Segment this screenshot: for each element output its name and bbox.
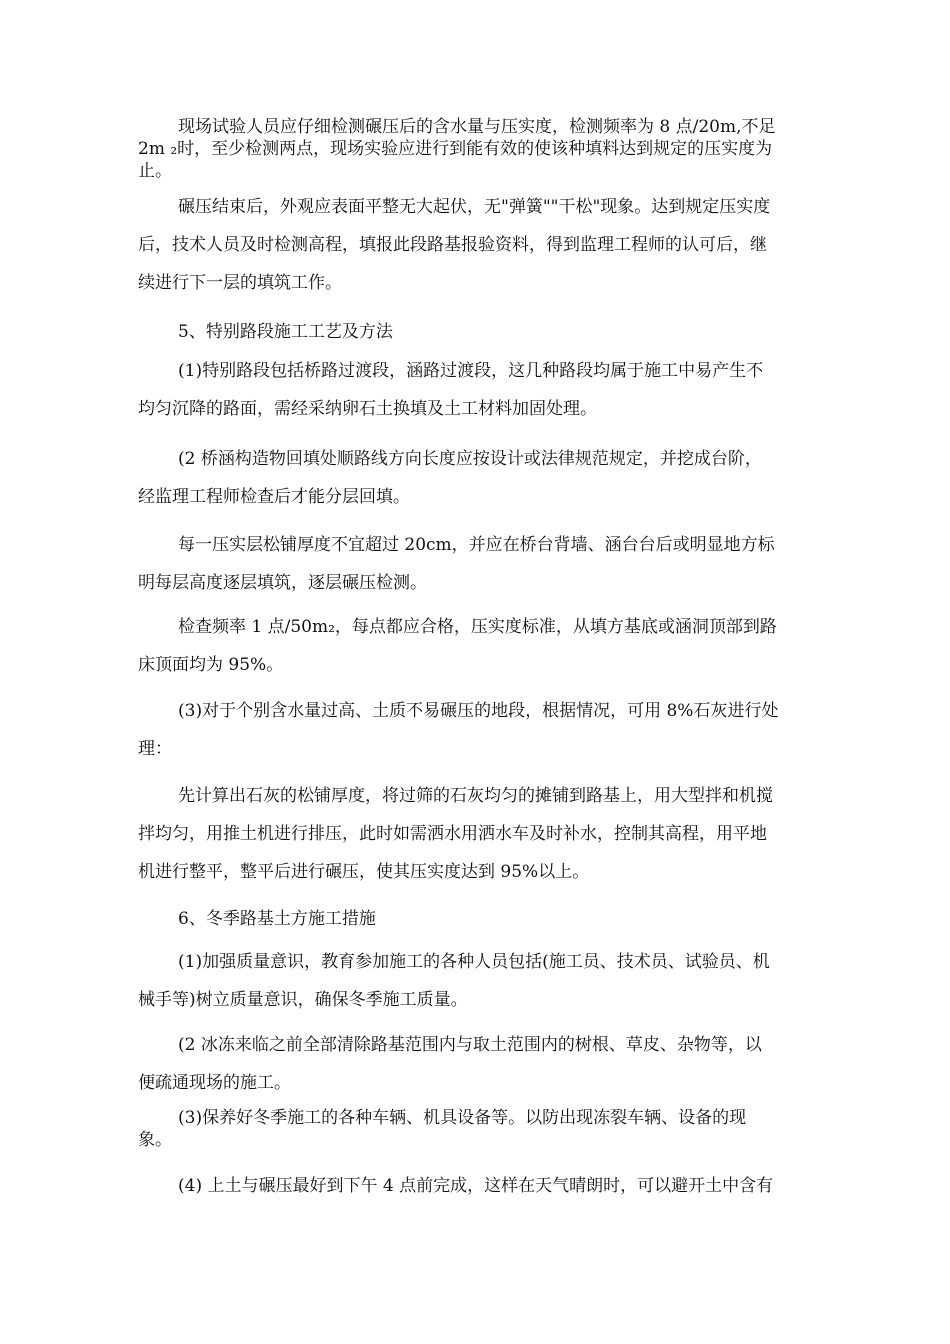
text-line: (1)特别路段包括桥路过渡段，涵路过渡段，这几种路段均属于施工中易产生不 <box>178 361 764 381</box>
text-line: 均匀沉降的路面，需经采纳卵石土换填及土工材料加固处理。 <box>138 399 597 419</box>
text-line: 现场试验人员应仔细检测碾压后的含水量与压实度，检测频率为 8 点/20m,不足 <box>178 117 776 137</box>
text-line: 便疏通现场的施工。 <box>138 1073 291 1093</box>
text-line: 明每层高度逐层填筑，逐层碾压检测。 <box>138 573 427 593</box>
text-line: 续进行下一层的填筑工作。 <box>138 273 342 293</box>
text-line: (4) 上土与碾压最好到下午 4 点前完成，这样在天气晴朗时，可以避开土中含有 <box>178 1176 774 1196</box>
paragraph-item-1-transition <box>138 352 816 428</box>
text-line: 床顶面均为 95%。 <box>138 655 284 675</box>
text-line: 检查频率 1 点/50m₂，每点都应合格，压实度标准，从填方基底或涵洞顶部到路 <box>178 617 777 637</box>
section-heading-special-sections <box>138 313 816 351</box>
text-line: 经监理工程师检查后才能分层回填。 <box>138 487 410 507</box>
text-line: 止。 <box>138 161 172 181</box>
paragraph-inspection-frequency <box>138 608 816 684</box>
text-line: 拌均匀，用推土机进行排压，此时如需洒水用洒水车及时补水，控制其高程，用平地 <box>138 824 767 844</box>
text-line: (2 桥涵构造物回填处顺路线方向长度应按设计或法律规范规定，并挖成台阶， <box>178 449 762 469</box>
text-line: (1)加强质量意识，教育参加施工的各种人员包括(施工员、技术员、试验员、机 <box>178 952 770 972</box>
text-line: 每一压实层松铺厚度不宜超过 20cm，并应在桥台背墙、涵台台后或明显地方标 <box>178 535 775 555</box>
paragraph-item-2-backfill <box>138 440 816 516</box>
paragraph-winter-item-4 <box>138 1167 816 1205</box>
text-line: 机进行整平，整平后进行碾压，使其压实度达到 95%以上。 <box>138 862 590 882</box>
text-line: 理： <box>138 739 172 759</box>
paragraph-winter-item-3 <box>138 1107 816 1151</box>
text-line: (3)对于个别含水量过高、土质不易碾压的地段，根据情况，可用 8%石灰进行处 <box>178 701 779 721</box>
text-line: 后，技术人员及时检测高程，填报此段路基报验资料，得到监理工程师的认可后，继 <box>138 235 767 255</box>
paragraph-after-rolling <box>138 188 816 302</box>
heading-text: 5、特别路段施工工艺及方法 <box>178 322 393 342</box>
text-line: 象。 <box>138 1130 172 1150</box>
paragraph-winter-item-1 <box>138 943 816 1019</box>
text-line: (3)保养好冬季施工的各种车辆、机具设备等。以防出现冻裂车辆、设备的现 <box>178 1108 747 1128</box>
text-line: 械手等)树立质量意识，确保冬季施工质量。 <box>138 990 468 1010</box>
paragraph-item-3-lime <box>138 692 816 768</box>
paragraph-layer-thickness <box>138 526 816 602</box>
text-line: 碾压结束后，外观应表面平整无大起伏，无"弹簧""干松"现象。达到规定压实度 <box>178 197 771 217</box>
paragraph-moisture-compaction-test <box>138 116 816 182</box>
text-line: 先计算出石灰的松铺厚度，将过筛的石灰均匀的摊铺到路基上，用大型拌和机搅 <box>178 786 773 806</box>
paragraph-winter-item-2 <box>138 1026 816 1102</box>
section-heading-winter-measures <box>138 900 816 938</box>
text-line: 2m ₂时，至少检测两点，现场实验应进行到能有效的使该种填料达到规定的压实度为 <box>138 139 773 159</box>
heading-text: 6、冬季路基土方施工措施 <box>178 909 376 929</box>
text-line: (2 冰冻来临之前全部清除路基范围内与取土范围内的树根、草皮、杂物等，以 <box>178 1035 762 1055</box>
paragraph-lime-spreading <box>138 777 816 891</box>
